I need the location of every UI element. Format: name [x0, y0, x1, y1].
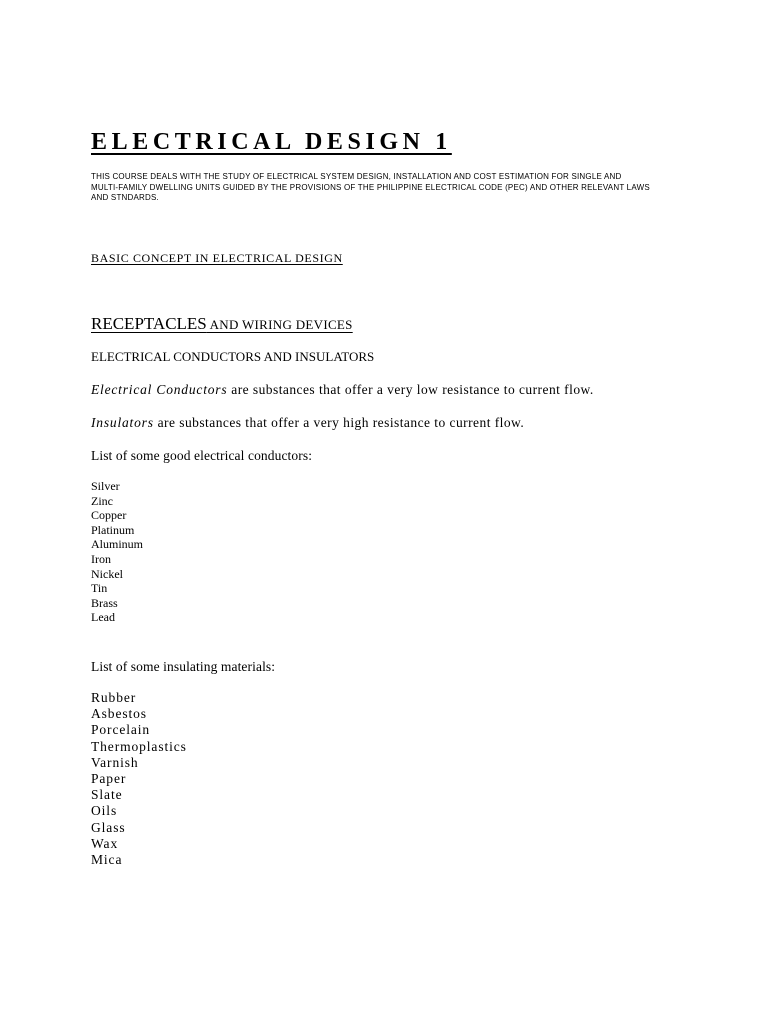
list-item: Silver [91, 479, 120, 493]
subtitle-rest: AND WIRING DEVICES [206, 317, 353, 332]
section-heading: BASIC CONCEPT IN ELECTRICAL DESIGN [91, 251, 343, 265]
list-item: Tin [91, 581, 108, 596]
list-item: Brass [91, 595, 118, 610]
list-item: Wax [91, 835, 119, 851]
document-title: ELECTRICAL DESIGN 1 [91, 129, 452, 155]
list-item: Zinc [91, 493, 113, 508]
subtitle-main: RECEPTACLES [91, 314, 207, 333]
insulators-text: are substances that offer a very high resistance to current flow. [153, 415, 525, 430]
list-item: Asbestos [91, 706, 147, 722]
list-item: Varnish [91, 754, 139, 770]
list-item: Nickel [91, 566, 123, 581]
list-item: Aluminum [91, 537, 144, 552]
list-item: Thermoplastics [91, 738, 187, 754]
conductors-list [91, 479, 143, 625]
list-item: Rubber [91, 690, 137, 705]
conductors-text: are substances that offer a very low resistance to current flow. [227, 382, 594, 397]
subtitle-receptacles [91, 313, 353, 336]
list-item: Slate [91, 787, 123, 803]
conductors-term: Electrical Conductors [91, 382, 228, 397]
course-description: THIS COURSE DEALS WITH THE STUDY OF ELECTRICAL SYSTEM DESIGN, INSTALLATION AND COST ESTIMATION FOR SINGLE AND MULTI-FAMILY DWELLING UNITS GUIDED BY THE PROVISIONS OF THE PHILIPPINE ELECTRICAL CODE (PEC) AND OTHER RELEVANT LAWS AND STNDARDS. [91, 172, 650, 202]
list-item: Iron [91, 551, 111, 566]
list-item: Glass [91, 819, 126, 835]
conductors-list-heading: List of some good electrical conductors: [91, 448, 313, 463]
list-item: Oils [91, 803, 118, 819]
insulators-list [91, 690, 187, 868]
conductors-definition [91, 381, 594, 399]
list-item: Porcelain [91, 722, 151, 738]
insulators-term: Insulators [91, 415, 154, 430]
insulators-list-heading: List of some insulating materials: [91, 659, 276, 674]
conductors-insulators-heading: ELECTRICAL CONDUCTORS AND INSULATORS [91, 349, 375, 364]
list-item: Mica [91, 852, 123, 868]
list-item: Paper [91, 771, 127, 787]
list-item: Copper [91, 508, 127, 523]
list-item: Lead [91, 610, 115, 625]
list-item: Platinum [91, 522, 135, 537]
insulators-definition [91, 414, 524, 432]
